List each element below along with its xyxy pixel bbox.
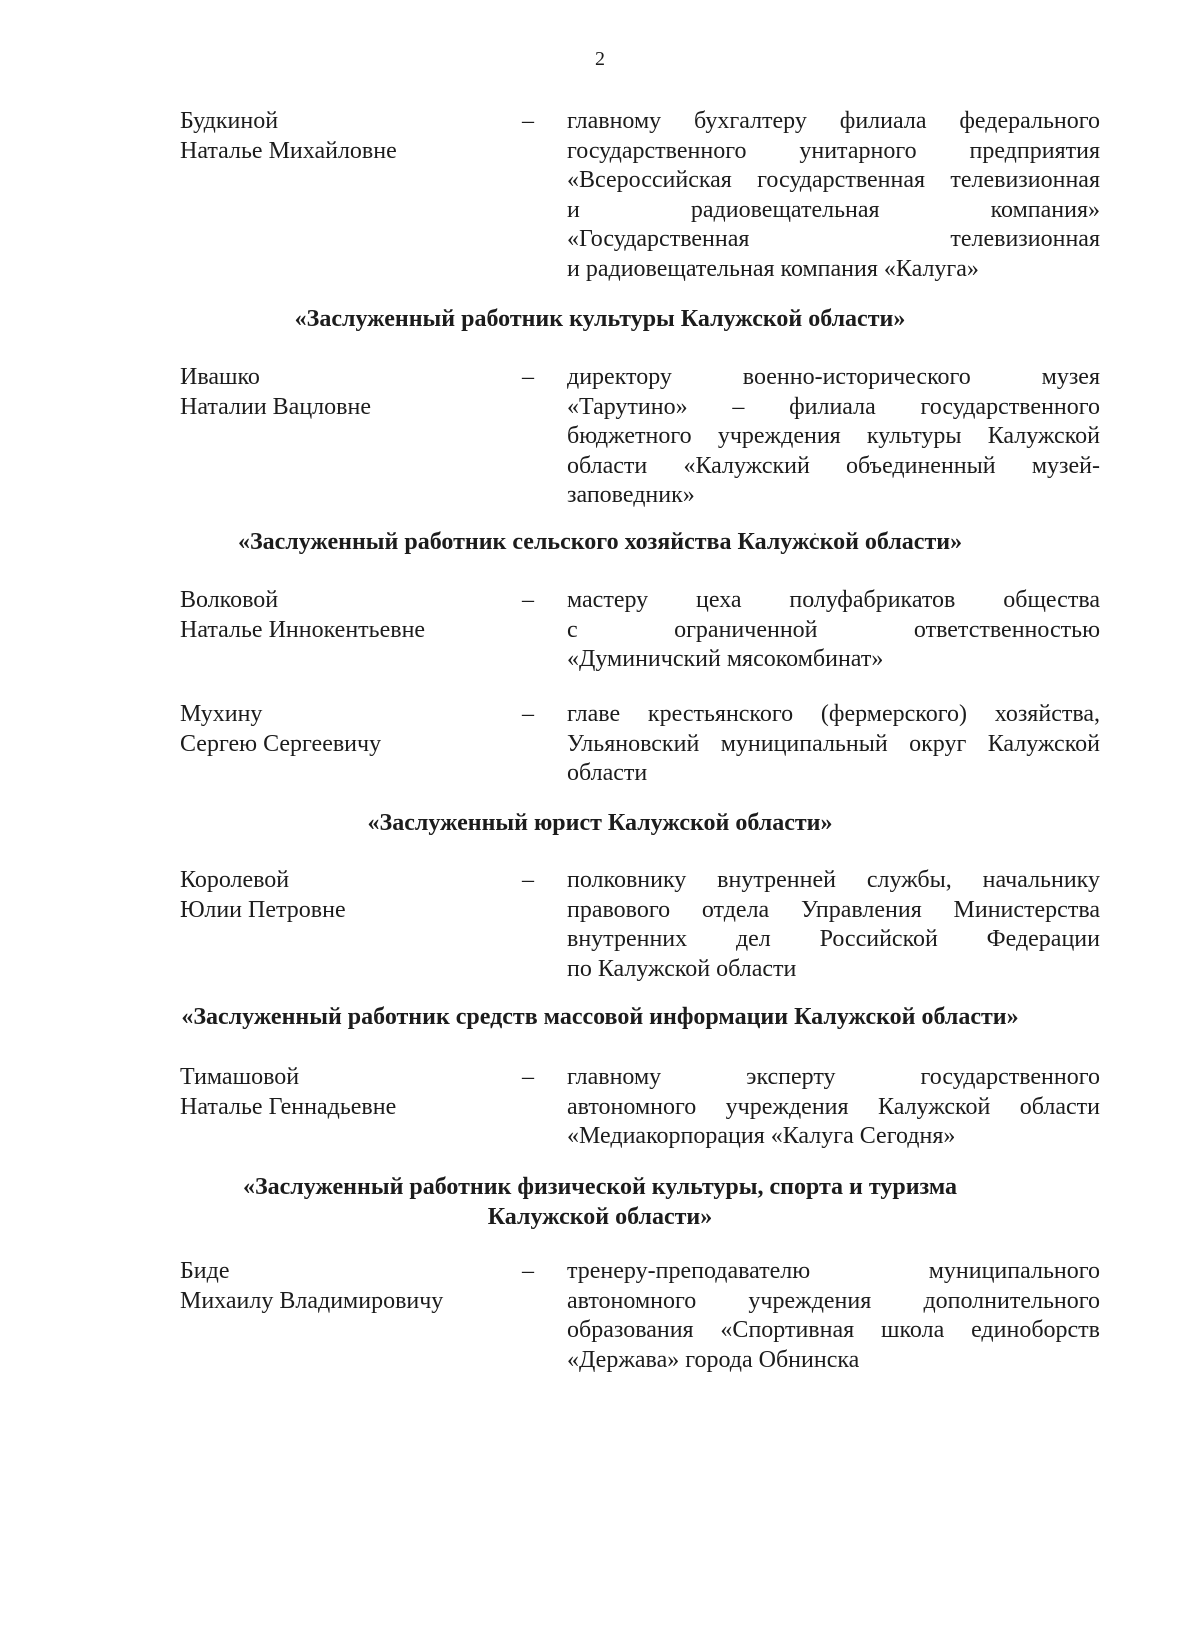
dash-separator: –	[522, 1258, 534, 1284]
position-line: тренеру-преподавателю муниципального	[567, 1258, 1100, 1284]
recipient-surname: Мухину	[180, 701, 263, 727]
position-line: «Тарутино» – филиала государственного	[567, 393, 1100, 420]
position-line: главному эксперту государственного	[567, 1064, 1100, 1090]
recipient-position	[567, 586, 1100, 675]
position-line: автономного учреждения дополнительного	[567, 1287, 1100, 1314]
position-line: и радиовещательная компания»	[567, 196, 1100, 223]
position-line: мастеру цеха полуфабрикатов общества	[567, 587, 1100, 613]
dash-separator: –	[522, 701, 534, 727]
recipient-surname: Ивашко	[180, 364, 260, 390]
position-line: области	[567, 760, 648, 786]
recipient-position	[567, 1063, 1100, 1152]
award-title-agriculture: «Заслуженный работник сельского хозяйства Калужской области»	[237, 529, 963, 555]
recipient-name	[180, 1063, 500, 1122]
award-title-line: «Заслуженный работник физической культуры, спорта и туризма	[242, 1174, 958, 1200]
award-title-line: Калужской области»	[487, 1204, 713, 1230]
position-line: главе крестьянского (фермерского) хозяйства,	[567, 701, 1100, 727]
page-number: 2	[595, 48, 605, 70]
position-line: внутренних дел Российской Федерации	[567, 926, 1100, 952]
recipient-surname: Волковой	[180, 587, 279, 613]
position-line: области «Калужский объединенный музей-	[567, 452, 1100, 479]
recipient-name	[180, 363, 500, 422]
recipient-given-names: Наталье Геннадьевне	[180, 1093, 397, 1120]
position-line: государственного унитарного предприятия	[567, 137, 1100, 164]
position-line: «Думиничский мясокомбинат»	[567, 646, 884, 672]
recipient-given-names: Наталии Вацловне	[180, 393, 371, 420]
dash-separator: –	[522, 364, 534, 390]
recipient-name	[180, 1257, 500, 1316]
position-line: заповедник»	[567, 482, 695, 508]
position-line: автономного учреждения Калужской области	[567, 1093, 1100, 1120]
position-line: бюджетного учреждения культуры Калужской	[567, 423, 1100, 449]
dash-separator: –	[522, 1064, 534, 1090]
recipient-position	[567, 1257, 1100, 1375]
recipient-name	[180, 107, 500, 166]
position-line: Ульяновский муниципальный округ Калужской	[567, 730, 1100, 757]
recipient-position	[567, 866, 1100, 984]
position-line: директору военно-исторического музея	[567, 364, 1100, 390]
position-line: правового отдела Управления Министерства	[567, 896, 1100, 923]
position-line: полковнику внутренней службы, начальнику	[567, 867, 1100, 893]
recipient-surname: Королевой	[180, 867, 290, 893]
position-line: «Держава» города Обнинска	[567, 1346, 860, 1373]
position-line: «Всероссийская государственная телевизионная	[567, 167, 1100, 193]
position-line: образования «Спортивная школа единоборств	[567, 1317, 1100, 1343]
recipient-surname: Будкиной	[180, 108, 279, 134]
recipient-position	[567, 107, 1100, 284]
award-title-sport	[0, 1172, 1200, 1232]
recipient-given-names: Наталье Иннокентьевне	[180, 616, 426, 643]
recipient-surname: Тимашовой	[180, 1064, 300, 1090]
recipient-surname: Биде	[180, 1258, 230, 1284]
recipient-name	[180, 866, 500, 925]
position-line: главному бухгалтеру филиала федерального	[567, 108, 1100, 134]
recipient-given-names: Михаилу Владимировичу	[180, 1287, 444, 1314]
recipient-given-names: Сергею Сергеевичу	[180, 730, 382, 757]
recipient-name	[180, 700, 500, 759]
position-line: и радиовещательная компания «Калуга»	[567, 255, 979, 282]
dash-separator: –	[522, 867, 534, 893]
dash-separator: –	[522, 587, 534, 613]
position-line: «Государственная телевизионная	[567, 226, 1100, 252]
recipient-position	[567, 363, 1100, 511]
recipient-name	[180, 586, 500, 645]
recipient-position	[567, 700, 1100, 789]
position-line: «Медиакорпорация «Калуга Сегодня»	[567, 1123, 956, 1149]
recipient-given-names: Юлии Петровне	[180, 896, 346, 923]
position-line: с ограниченной ответственностью	[567, 616, 1100, 643]
dash-separator: –	[522, 108, 534, 134]
recipient-given-names: Наталье Михайловне	[180, 137, 397, 164]
award-title-culture: «Заслуженный работник культуры Калужской области»	[294, 306, 906, 332]
position-line: по Калужской области	[567, 955, 797, 982]
award-title-lawyer: «Заслуженный юрист Калужской области»	[367, 810, 833, 836]
award-title-mass-media: «Заслуженный работник средств массовой информации Калужской области»	[181, 1004, 1019, 1030]
